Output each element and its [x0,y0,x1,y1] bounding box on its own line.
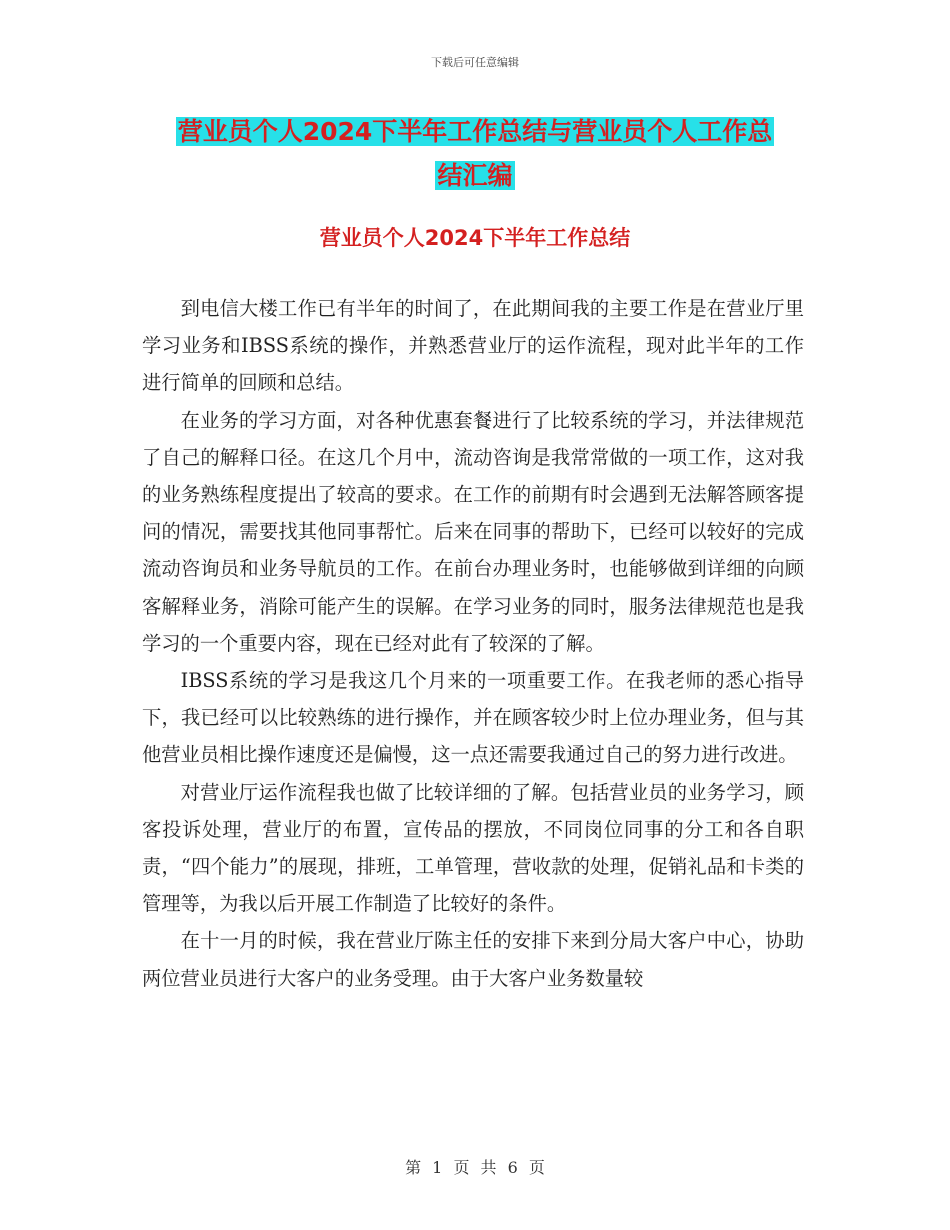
section-heading: 营业员个人2024下半年工作总结 [319,226,631,250]
paragraph: 到电信大楼工作已有半年的时间了，在此期间我的主要工作是在营业厅里学习业务和IBSS系统的操作，并熟悉营业厅的运作流程，现对此半年的工作进行简单的回顾和总结。 [142,297,804,395]
paragraph: 在十一月的时候，我在营业厅陈主任的安排下来到分局大客户中心，协助两位营业员进行大客户的业务受理。由于大客户业务数量较 [142,929,804,990]
paragraph: IBSS系统的学习是我这几个月来的一项重要工作。在我老师的悉心指导下，我已经可以比较熟练的进行操作，并在顾客较少时上位办理业务，但与其他营业员相比操作速度还是偏慢，这一点还需要我通过自己的努力进行改进。 [142,669,804,767]
paragraph: 在业务的学习方面，对各种优惠套餐进行了比较系统的学习，并法律规范了自己的解释口径。在这几个月中，流动咨询是我常常做的一项工作，这对我的业务熟练程度提出了较高的要求。在工作的前期有时会遇到无法解答顾客提问的情况，需要找其他同事帮忙。后来在同事的帮助下，已经可以较好的完成流动咨询员和业务导航员的工作。在前台办理业务时，也能够做到详细的向顾客解释业务，消除可能产生的误解。在学习业务的同时，服务法律规范也是我学习的一个重要内容，现在已经对此有了较深的了解。 [142,408,804,655]
title-line-1: 营业员个人2024下半年工作总结与营业员个人工作总 [177,117,773,146]
page-header-note: 下载后可任意编辑 [431,56,519,69]
body-text [142,290,804,997]
title-line-2: 结汇编 [437,161,513,190]
paragraph: 对营业厅运作流程我也做了比较详细的了解。包括营业员的业务学习，顾客投诉处理，营业厅的布置，宣传品的摆放，不同岗位同事的分工和各自职责，“四个能力”的展现，排班，工单管理，营收款的处理，促销礼品和卡类的管理等，为我以后开展工作制造了比较好的条件。 [142,780,804,916]
page-number-footer: 第 1 页 共 6 页 [405,1158,545,1177]
document-title [0,110,950,198]
